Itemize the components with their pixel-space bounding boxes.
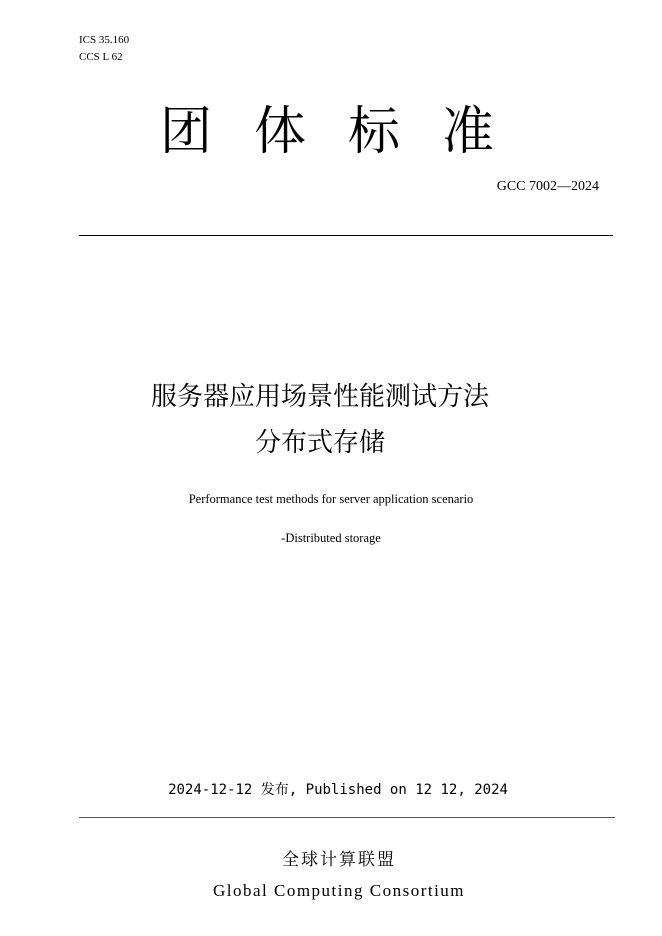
title-chinese-line-1: 服务器应用场景性能测试方法 xyxy=(150,382,489,412)
title-chinese-line-2: 分布式存储 xyxy=(254,428,385,458)
ccs-code: CCS L 62 xyxy=(79,51,123,63)
standard-code: GCC 7002—2024 xyxy=(496,179,599,194)
bottom-divider xyxy=(79,817,615,818)
ics-code: ICS 35.160 xyxy=(79,34,130,46)
title-english-line-2: -Distributed storage xyxy=(281,531,381,545)
organization-name-english: Global Computing Consortium xyxy=(212,881,466,900)
organization-name-chinese: 全球计算联盟 xyxy=(282,850,396,870)
top-divider xyxy=(79,235,613,236)
title-english-line-1: Performance test methods for server application scenario xyxy=(188,492,474,506)
publish-date: 2024-12-12 发布, Published on 12 12, 2024 xyxy=(168,782,508,798)
standard-type-heading: 团体标准 xyxy=(160,102,537,162)
